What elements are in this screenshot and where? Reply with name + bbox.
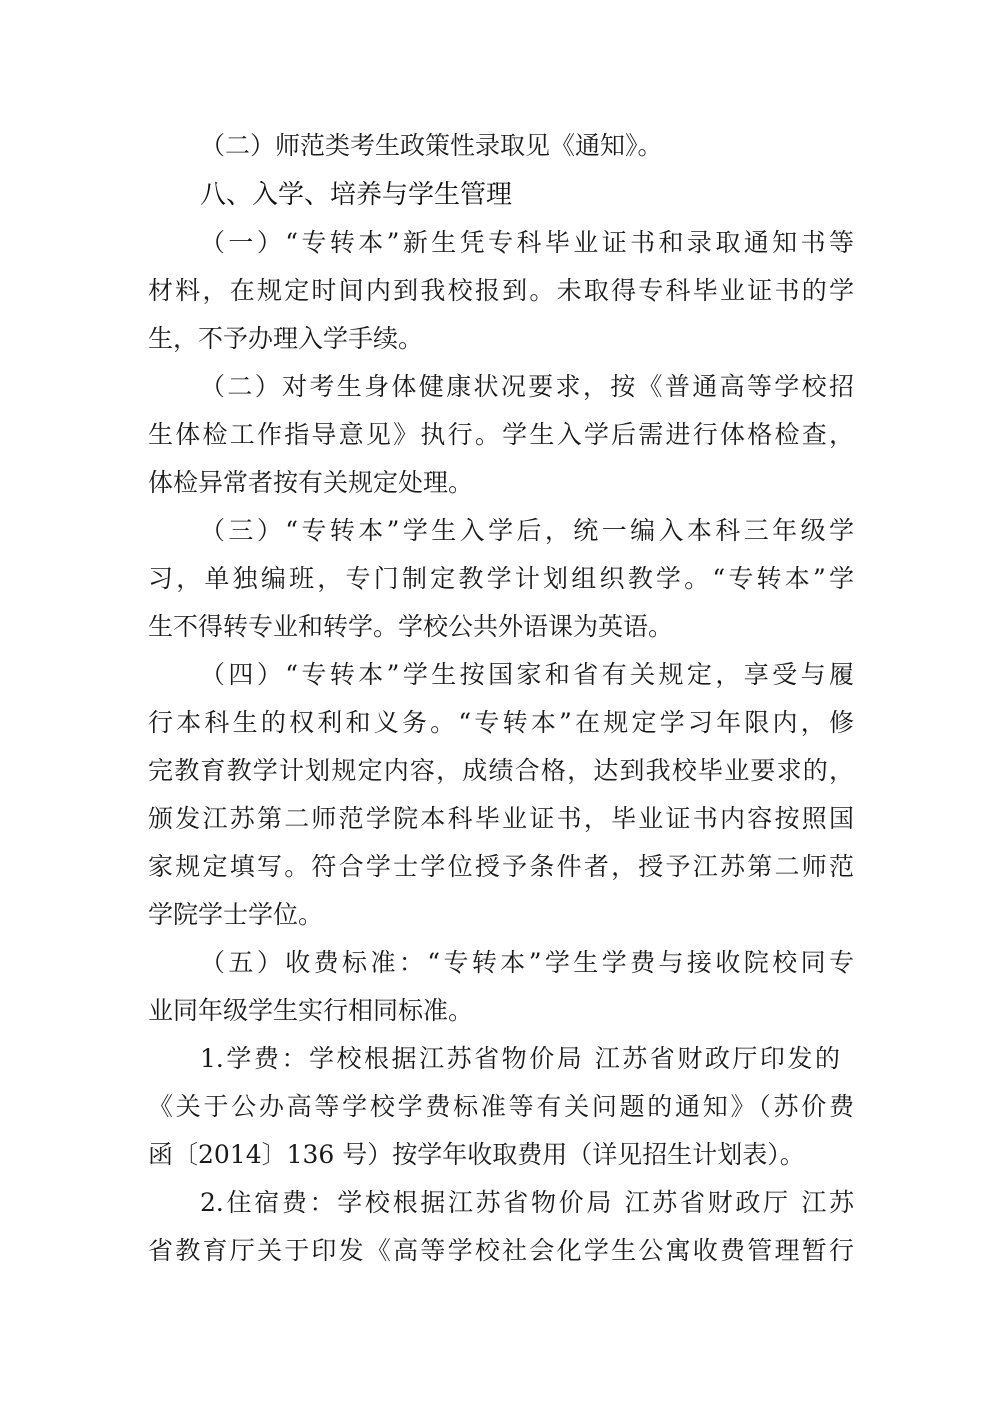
paragraph-line: （一）“专转本”新生凭专科毕业证书和录取通知书等 — [200, 228, 854, 257]
paragraph-line: 业同年级学生实行相同标准。 — [148, 996, 474, 1025]
paragraph-line: 习，单独编班，专门制定教学计划组织教学。“专转本”学 — [148, 564, 854, 593]
paragraph-line: （五）收费标准：“专转本”学生学费与接收院校同专 — [200, 948, 854, 977]
paragraph-line: 完教育教学计划规定内容，成绩合格，达到我校毕业要求的， — [148, 756, 854, 785]
paragraph-line: 生，不予办理入学手续。 — [148, 324, 424, 353]
paragraph-line: 函〔2014〕136 号）按学年收取费用（详见招生计划表）。 — [148, 1140, 805, 1169]
paragraph-line: 颁发江苏第二师范学院本科毕业证书，毕业证书内容按照国 — [148, 804, 854, 833]
paragraph-line: 《关于公办高等学校学费标准等有关问题的通知》（苏价费 — [148, 1092, 854, 1121]
paragraph-line: （三）“专转本”学生入学后，统一编入本科三年级学 — [200, 516, 854, 545]
paragraph-line: 行本科生的权利和义务。“专转本”在规定学习年限内，修 — [148, 708, 854, 737]
paragraph-line: （四）“专转本”学生按国家和省有关规定，享受与履 — [200, 660, 854, 689]
paragraph-line: （二）对考生身体健康状况要求，按《普通高等学校招 — [200, 372, 854, 401]
paragraph-line: 生不得转专业和转学。学校公共外语课为英语。 — [148, 612, 674, 641]
section-heading: 八、入学、培养与学生管理 — [200, 180, 513, 210]
paragraph-line: 体检异常者按有关规定处理。 — [148, 468, 474, 497]
paragraph-line: 1.学费：学校根据江苏省物价局 江苏省财政厅印发的 — [200, 1044, 840, 1073]
paragraph-line: 家规定填写。符合学士学位授予条件者，授予江苏第二师范 — [148, 852, 854, 881]
paragraph-line: 材料，在规定时间内到我校报到。未取得专科毕业证书的学 — [148, 276, 854, 305]
paragraph-line: （二）师范类考生政策性录取见《通知》。 — [200, 131, 663, 160]
paragraph-line: 生体检工作指导意见》执行。学生入学后需进行体格检查， — [148, 420, 854, 449]
paragraph-line: 2.住宿费：学校根据江苏省物价局 江苏省财政厅 江苏 — [200, 1188, 854, 1217]
paragraph-line: 学院学士学位。 — [148, 900, 324, 929]
paragraph-line: 省教育厅关于印发《高等学校社会化学生公寓收费管理暂行 — [148, 1236, 854, 1265]
